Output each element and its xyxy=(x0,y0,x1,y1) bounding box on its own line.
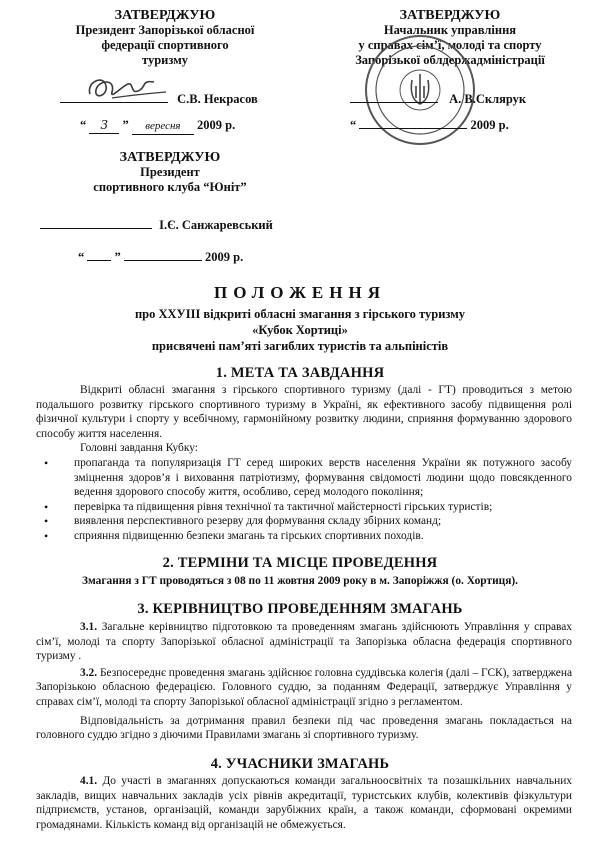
section4-body xyxy=(36,774,572,832)
approval-right-signature-row xyxy=(350,92,590,107)
approval-right-line3: Запорізької облдержадміністрації xyxy=(355,53,545,67)
approval-left-date xyxy=(80,118,300,135)
list-item: • перевірка та підвищення рівня технічної та тактичної майстерності гірських туристів; xyxy=(36,500,572,515)
approval-left-date-year: 2009 р. xyxy=(197,118,236,132)
approval-right-date xyxy=(350,118,570,133)
approval-club-line1: Президент xyxy=(140,165,200,179)
section4-p41 xyxy=(36,774,572,832)
date-close-quote: ” xyxy=(122,118,129,132)
section1-heading: 1. МЕТА ТА ЗАВДАННЯ xyxy=(215,365,385,381)
list-item: • виявлення перспективного резерву для формування складу збірних команд; xyxy=(36,514,572,529)
section3-p33: Відповідальність за дотримання правил безпеки під час проведення змагань покладається на головного суддю згідно з діючими Правилами змагань зі спортивного туризму. xyxy=(36,714,572,742)
approval-club-date-year: 2009 р. xyxy=(205,250,244,264)
clause-text: Загальне керівництво підготовкою та проведенням змагань здійснюють Управління у справах сім’ї, молоді та спорту Запорізької обласної адміністрації та Запорізька обласна федерація спортивного туризму . xyxy=(36,621,572,663)
section4-heading: 4. УЧАСНИКИ ЗМАГАНЬ xyxy=(210,756,390,772)
section3-p31 xyxy=(36,620,572,664)
approval-left-date-month: вересня xyxy=(132,119,194,135)
approval-club-date xyxy=(78,250,298,265)
approval-left-name: С.В. Некрасов xyxy=(177,92,258,106)
date-close-quote: ” xyxy=(114,250,121,264)
clause-text: До участі в змаганнях допускаються команди загальноосвітніх та позашкільних навчальних закладів, вищих навчальних закладів усіх рівнів акредитації, туристських клубів, колективів фізкультури підприємств, установ, організацій, команди зарубіжних країн, а також команди, сформовані окремими громадянами. Кількість команд від організацій не обмежується. xyxy=(36,775,572,831)
approval-right-date-year: 2009 р. xyxy=(470,118,509,132)
document-title xyxy=(0,283,600,354)
clause-text: Безпосереднє проведення змагань здійснює головна суддівська колегія (далі – ГСК), затверджена Запорізькою обласною федерацією. Головного суддю, за поданням Федерації, затверджує Управління у справах сім’ї, молоді та спорту Запорізької обласної адміністрації згідно з регламентом. xyxy=(36,666,573,708)
section2-heading: 2. ТЕРМІНИ ТА МІСЦЕ ПРОВЕДЕННЯ xyxy=(162,555,438,571)
date-open-quote: “ xyxy=(350,118,357,132)
approval-left-date-day: 3 xyxy=(89,118,119,134)
approval-right-line2: у справах сім’ї, молоді та спорту xyxy=(358,38,542,52)
section3-body xyxy=(36,620,572,743)
section1-body xyxy=(36,383,572,544)
approval-club-heading: ЗАТВЕРДЖУЮ xyxy=(119,150,221,165)
approval-left xyxy=(40,8,290,68)
approval-right-name: А. В.Склярук xyxy=(449,92,527,106)
approval-right-line1: Начальник управління xyxy=(383,23,517,37)
clause-number: 4.1. xyxy=(80,775,98,787)
signature-mark-icon xyxy=(82,72,172,106)
section3-heading: 3. КЕРІВНИЦТВО ПРОВЕДЕННЯМ ЗМАГАНЬ xyxy=(137,601,463,617)
clause-number: 3.1. xyxy=(80,621,98,633)
section2-para: Змагання з ГТ проводяться з 08 по 11 жовтня 2009 року в м. Запоріжжя (о. Хортиця). xyxy=(81,575,519,587)
approval-right-heading: ЗАТВЕРДЖУЮ xyxy=(399,8,501,23)
approval-club xyxy=(60,150,280,195)
section3-p32 xyxy=(36,666,572,710)
title-line2: «Кубок Хортиці» xyxy=(252,323,348,337)
section1-task-list xyxy=(36,456,572,544)
section1-para: Відкриті обласні змагання з гірського спортивного туризму (далі - ГТ) проводиться з метою подальшого розвитку гірського спортивного туризму в Україні, як ефективного засобу підвищення ролі фізичної культури і спорту у всебічному, гармонійному розвитку людини, сприяння формуванню здорового способу життя населення. xyxy=(36,384,572,440)
approval-club-line2: спортивного клуба “Юніт” xyxy=(93,180,247,194)
approval-left-line3: туризму xyxy=(142,53,188,67)
date-open-quote: “ xyxy=(78,250,85,264)
clause-number: 3.2. xyxy=(80,666,98,679)
approval-left-line2: федерації спортивного xyxy=(101,38,229,52)
section1-tasks-intro: Головні завдання Кубку: xyxy=(80,442,198,455)
approval-left-heading: ЗАТВЕРДЖУЮ xyxy=(114,8,216,23)
approval-club-signature-row xyxy=(40,218,340,233)
title-line1: про XXУІІІ відкриті обласні змагання з гірського туризму xyxy=(134,307,466,321)
list-item: • сприяння підвищенню безпеки змагань та гірських спортивних походів. xyxy=(36,529,572,544)
title-line3: присвячені пам’яті загиблих туристів та альпіністів xyxy=(151,339,449,353)
approval-club-name: І.Є. Санжаревський xyxy=(159,218,273,232)
list-item: • пропаганда та популяризація ГТ серед широких верств населення України як потужного засобу зміцнення здоров’я і виховання патріотизму, формування свідомості людини щодо повсякденного ведення здорового способу життя, особливо, серед молодого покоління; xyxy=(36,456,572,500)
approval-left-line1: Президент Запорізької обласної xyxy=(75,23,255,37)
date-open-quote: “ xyxy=(80,118,87,132)
title-main: ПОЛОЖЕННЯ xyxy=(214,283,386,302)
